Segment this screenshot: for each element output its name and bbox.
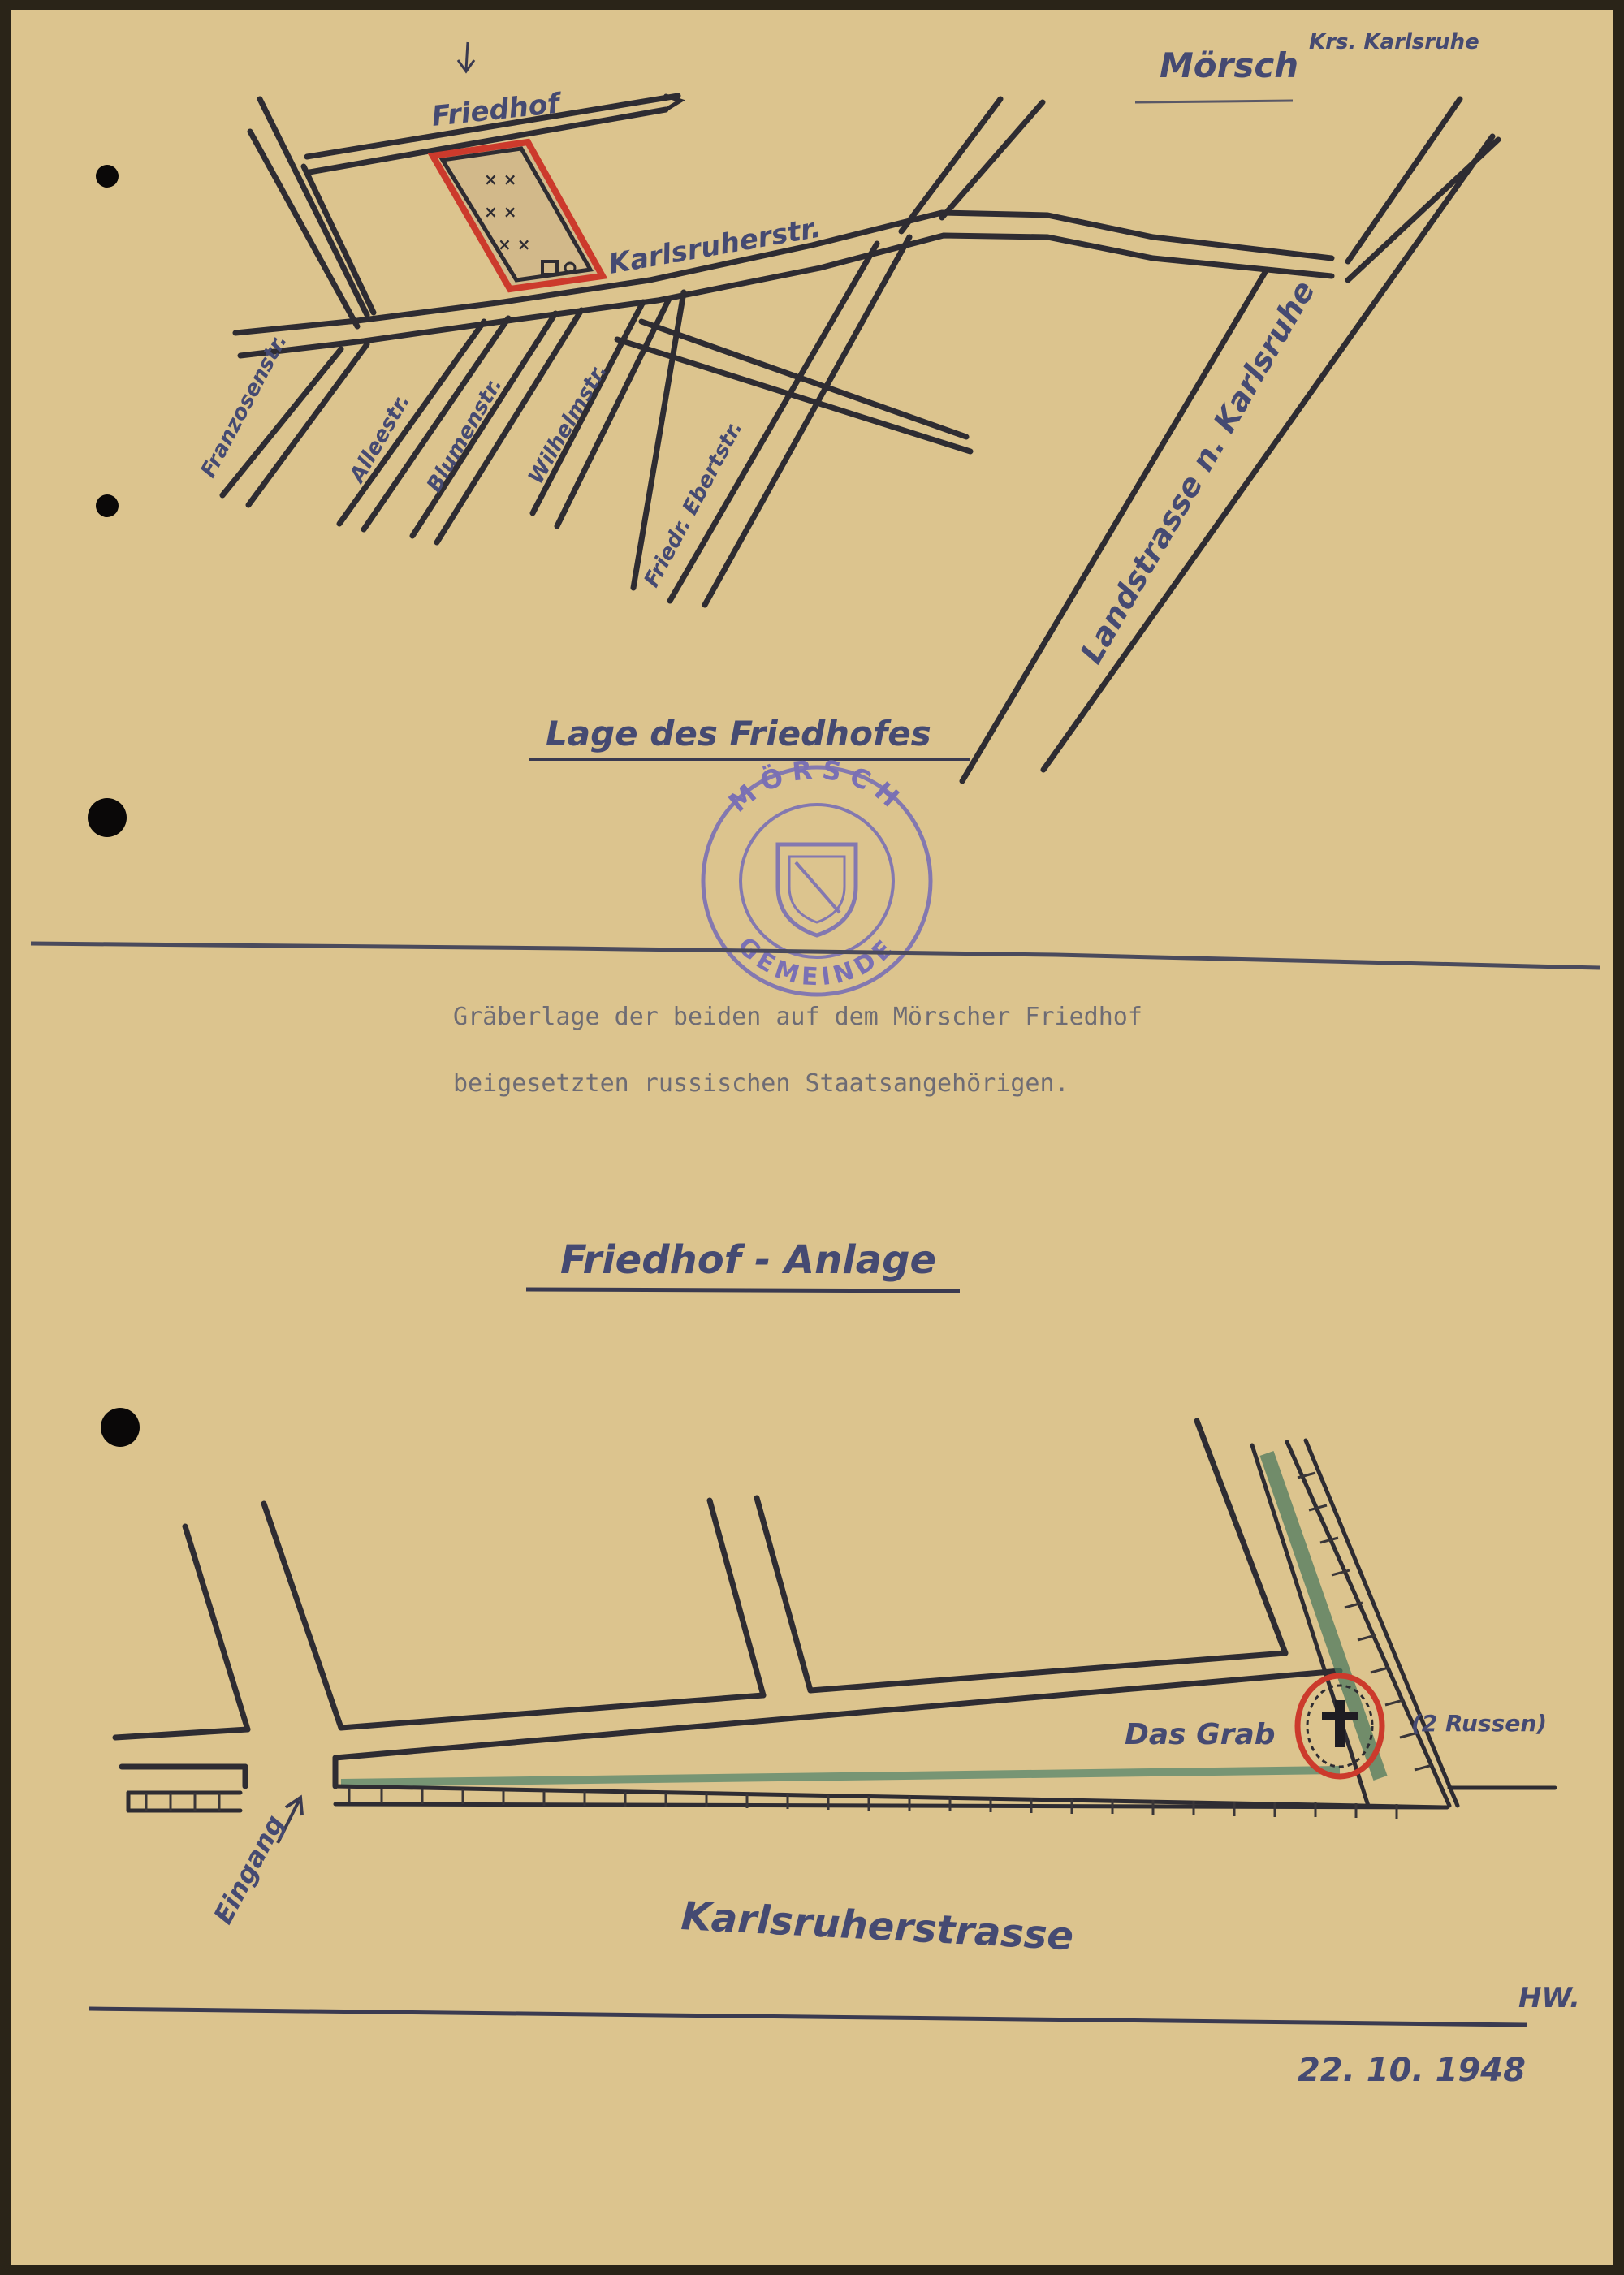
wilhelmstr-label: Wilhelmstr. <box>524 360 612 489</box>
grave-label: Das Grab <box>1125 1718 1276 1751</box>
svg-text:× ×: × × <box>484 202 517 222</box>
document-date: 22. 10. 1948 <box>1298 2052 1526 2089</box>
blumenstr-label: Blumenstr. <box>422 373 508 497</box>
street-label: Karlsruherstrasse <box>680 1893 1075 1960</box>
alleestr-label: Alleestr. <box>345 390 416 487</box>
svg-text:× ×: × × <box>484 170 517 189</box>
typed-line-1: Gräberlage der beiden auf dem Mörscher Friedhof <box>453 1003 1142 1031</box>
franzosenstr-label: Franzosenstr. <box>196 330 292 482</box>
stamp-upper-text: MÖRSCH <box>722 753 912 819</box>
karlsruherstr-label: Karlsruherstr. <box>606 211 823 281</box>
grave-note: (2 Russen) <box>1411 1710 1548 1737</box>
landstrasse-label: Landstrasse n. Karlsruhe <box>1073 274 1322 670</box>
place-label: Mörsch <box>1160 45 1299 85</box>
svg-text:× ×: × × <box>498 235 531 254</box>
ebertstr-label: Friedr. Ebertstr. <box>639 417 748 592</box>
initials: HW. <box>1518 1982 1580 2014</box>
district-label: Krs. Karlsruhe <box>1309 30 1479 54</box>
entrance-label: Eingang <box>207 1810 291 1929</box>
typed-line-2: beigesetzten russischen Staatsangehörigen. <box>453 1069 1069 1098</box>
stamp-lower-text: GEMEINDE <box>732 931 902 992</box>
cemetery-label: Friedhof <box>430 87 561 133</box>
map2-title: Friedhof - Anlage <box>560 1237 937 1283</box>
map1-title: Lage des Friedhofes <box>546 714 931 753</box>
